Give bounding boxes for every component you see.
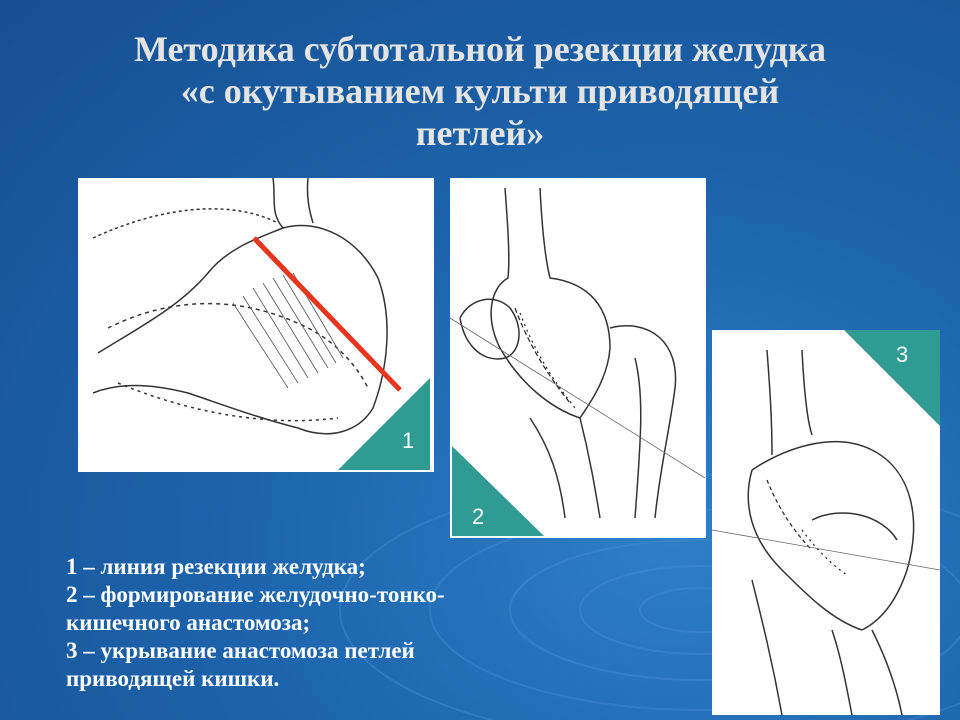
figure-2-number: 2 xyxy=(472,504,485,529)
legend-line: приводящей кишки. xyxy=(66,666,280,691)
legend-line: кишечного анастомоза; xyxy=(66,610,311,635)
figure-3-marker-triangle xyxy=(712,330,940,715)
figure-3-covering-loop xyxy=(712,330,940,715)
figure-1-number: 1 xyxy=(402,428,415,453)
figure-1-resection-line xyxy=(78,178,434,472)
title-line: Методика субтотальной резекции желудка xyxy=(133,29,827,69)
figure-1-marker-triangle xyxy=(78,178,434,472)
legend-line: 2 – формирование желудочно-тонко- xyxy=(66,582,445,607)
legend-line: 3 – укрывание анастомоза петлей xyxy=(66,638,415,663)
figure-3-number: 3 xyxy=(896,342,909,367)
figure-2-marker-triangle xyxy=(450,178,706,538)
slide-title xyxy=(40,28,920,154)
title-line: «с окутыванием культи приводящей xyxy=(180,71,780,111)
title-line: петлей» xyxy=(415,113,545,153)
figure-2-anastomosis xyxy=(450,178,706,538)
legend-line: 1 – линия резекции желудка; xyxy=(66,554,366,579)
figure-legend xyxy=(66,553,626,693)
